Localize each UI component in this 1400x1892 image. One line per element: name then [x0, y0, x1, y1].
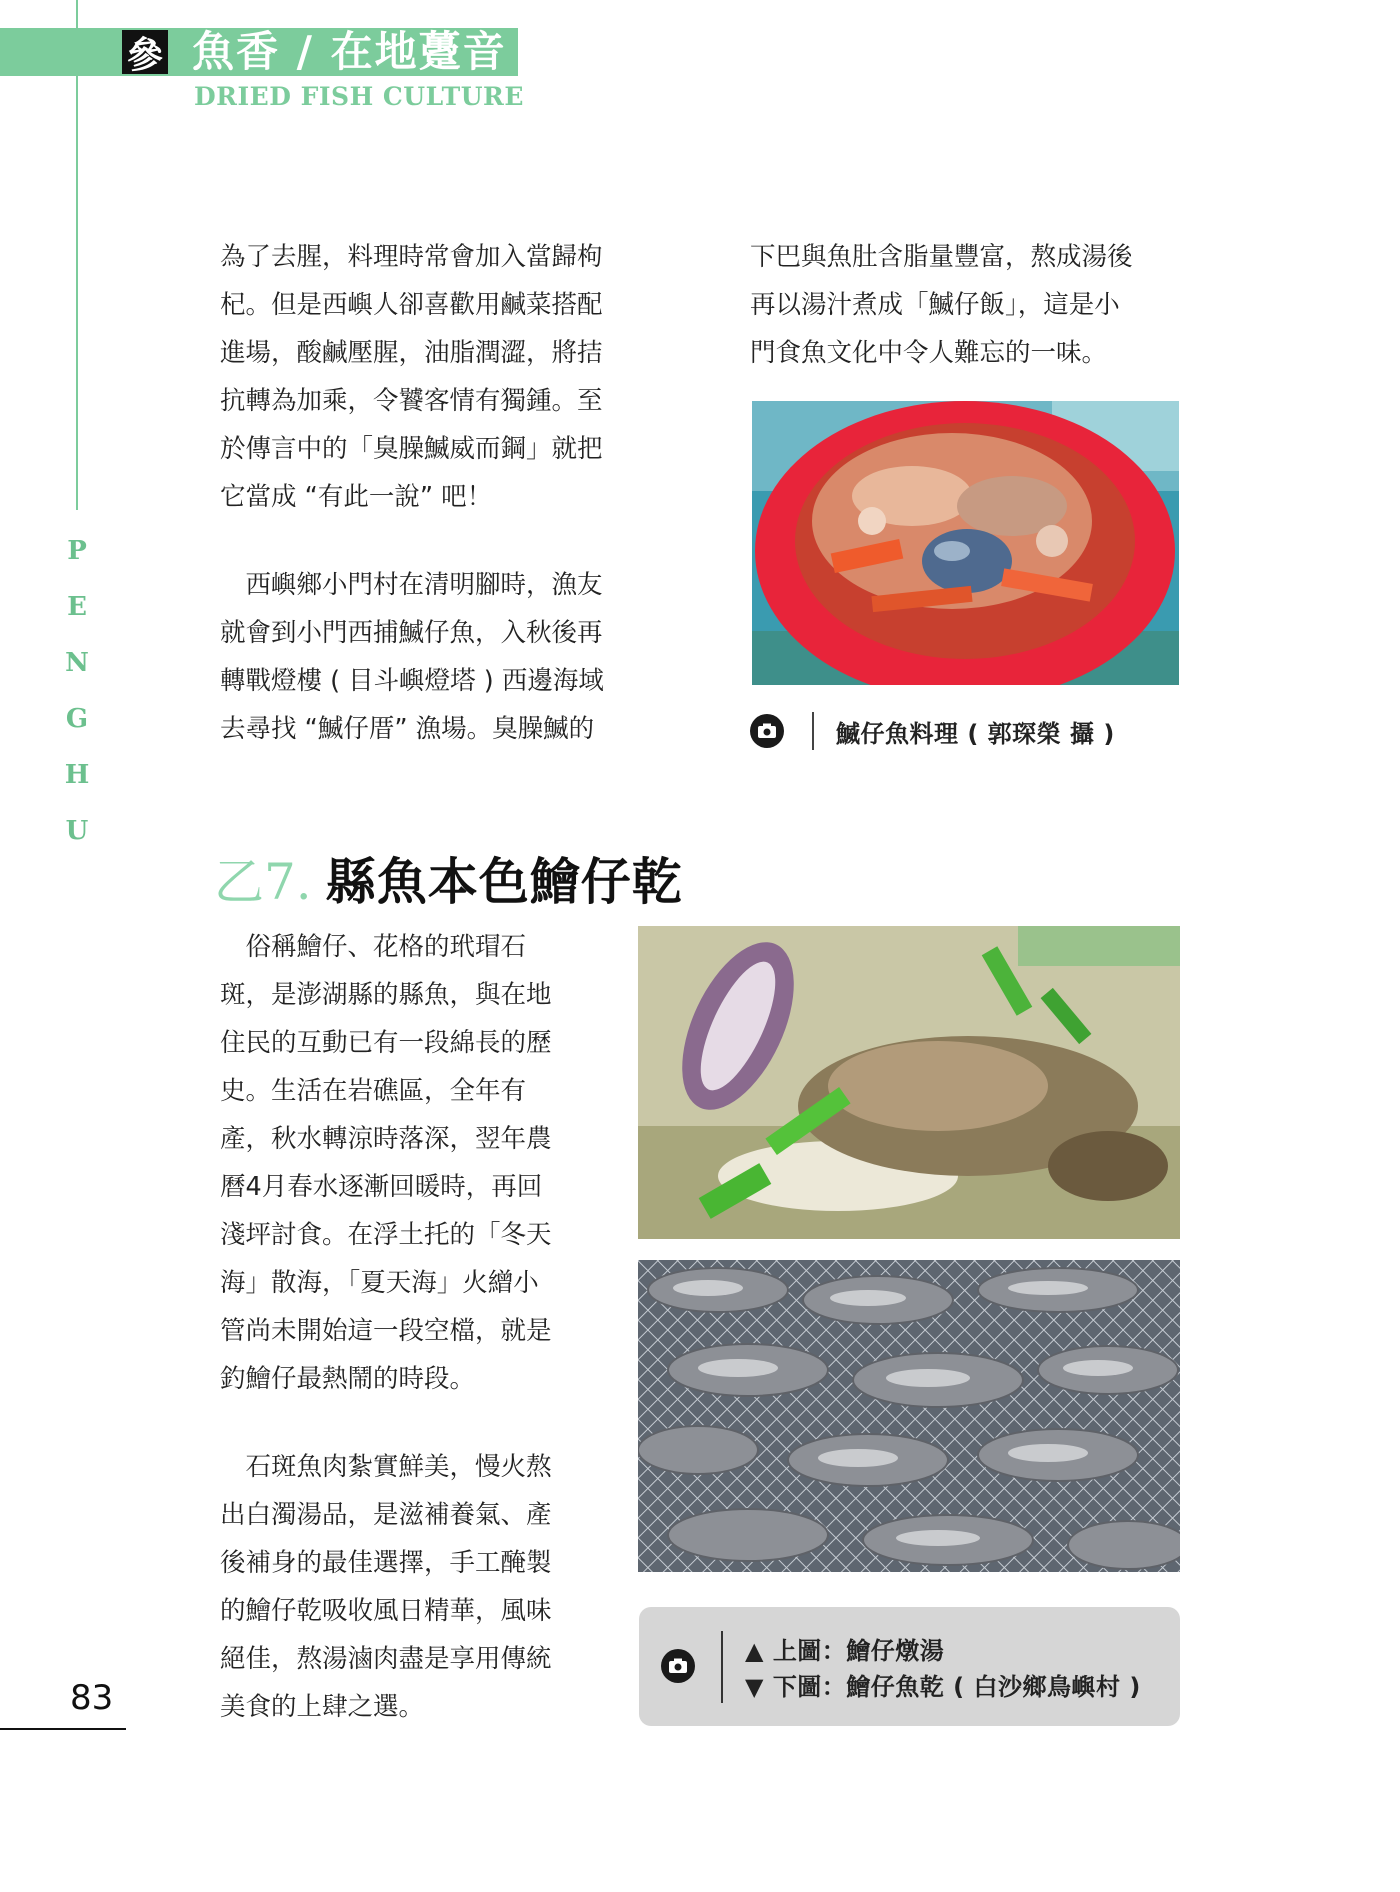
paragraph-3: 下巴與魚肚含脂量豐富，熬成湯後 再以湯汁煮成「鰄仔飯」，這是小 門食魚文化中令人難忘的一味。: [750, 242, 1133, 368]
caption-lower-photo: ▼ 下圖：鱠仔魚乾 ( 白沙鄉鳥嶼村 ): [745, 1673, 1141, 1701]
side-letter: U: [65, 816, 89, 846]
side-letter: N: [65, 648, 89, 678]
side-letter: H: [64, 760, 90, 790]
camera-icon: [750, 714, 784, 748]
paragraph-1: 為了去腥，料理時常會加入當歸枸 杞。但是西嶼人卻喜歡用鹹菜搭配 進場，酸鹹壓腥，油脂潤澀，將拮 抗轉為加乘，令饕客情有獨鍾。至 於傳言中的「臭臊鰄威而鋼」就把 它當成 “有此一說” 吧！: [220, 242, 603, 512]
page-number: 83: [70, 1678, 114, 1718]
photo-caption-box: [639, 1607, 1180, 1726]
side-letter: E: [67, 592, 87, 622]
fish-dish-photo: [752, 401, 1179, 685]
side-letter: P: [67, 536, 87, 566]
side-letters: [62, 536, 92, 872]
caption-text: 鰄仔魚料理 ( 郭琛榮 攝 ): [836, 719, 1115, 748]
paragraph-2: 西嶼鄉小門村在清明腳時，漁友 就會到小門西捕鰄仔魚，入秋後再 轉戰燈樓 ( 目斗嶼燈塔 ) 西邊海域 去尋找 “鰄仔厝” 漁場。臭臊鰄的: [220, 570, 604, 744]
section-heading-title: 縣魚本色鱠仔乾: [325, 852, 683, 911]
caption-upper-photo: ▲ 上圖：鱠仔燉湯: [745, 1637, 945, 1665]
paragraph-4: 俗稱鱠仔、花格的玳瑁石 斑，是澎湖縣的縣魚，與在地 住民的互動已有一段綿長的歷 史。生活在岩礁區，全年有 產，秋水轉涼時落深，翌年農 曆4月春水逐漸回暖時，再回 淺坪討食。在浮土托的「冬天 海」散海，「夏天海」火繒小 管尚未開始這一段空檔，就是 釣鱠仔最熱鬧的時段。: [220, 932, 552, 1394]
caption-divider: [721, 1631, 723, 1703]
section-badge: 參: [122, 30, 168, 74]
grouper-soup-photo: [638, 926, 1180, 1239]
margin-rule: [76, 0, 78, 510]
paragraph-5: 石斑魚肉紮實鮮美，慢火熬 出白濁湯品，是滋補養氣、產 後補身的最佳選擇，手工醃製 的鱠仔乾吸收風日精華，風味 絕佳，熬湯滷肉盡是享用傳統 美食的上肆之選。: [220, 1452, 552, 1722]
dried-grouper-photo: [638, 1260, 1180, 1572]
section-heading: [214, 842, 683, 914]
page-number-rule: [0, 1728, 126, 1730]
photo-caption: [750, 712, 1115, 750]
side-letter: G: [65, 704, 89, 734]
section-heading-number: 乙7.: [214, 853, 312, 911]
caption-divider: [812, 712, 814, 750]
camera-icon: [661, 1649, 695, 1683]
section-title: 魚香 / 在地躉音: [192, 27, 507, 76]
section-subtitle: DRIED FISH CULTURE: [194, 82, 524, 111]
